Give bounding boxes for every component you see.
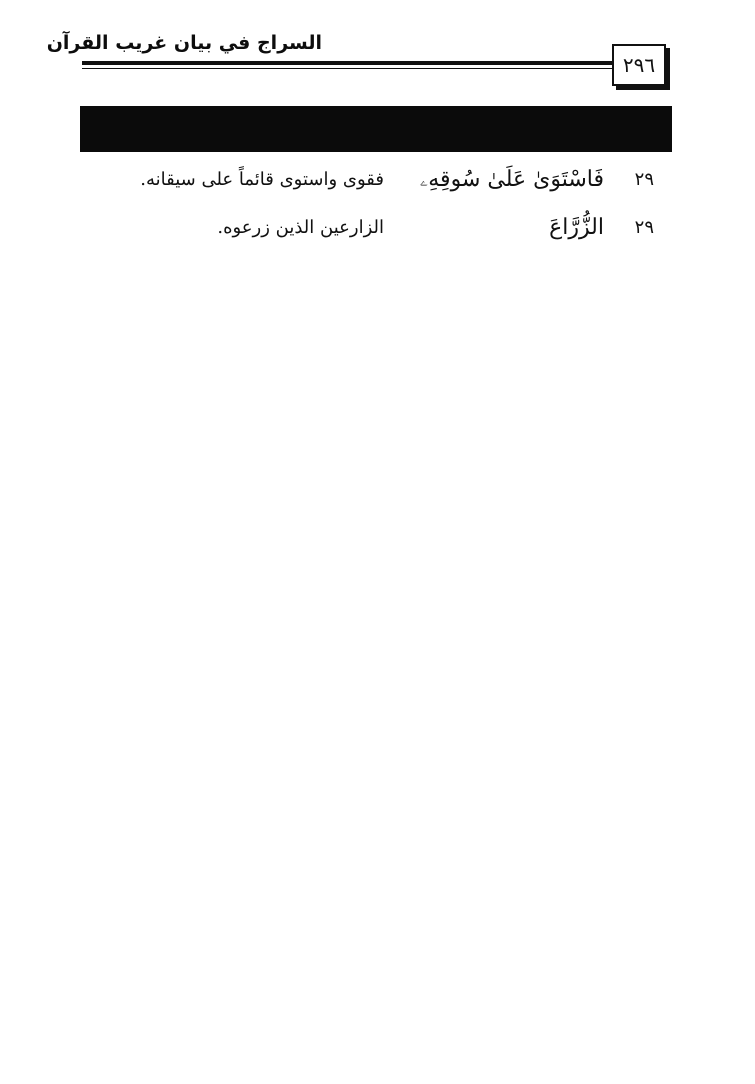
glossary-row <box>80 160 672 200</box>
quranic-word: فَاسْتَوَىٰ عَلَىٰ سُوقِهِۦ <box>419 167 604 192</box>
verse-number: ٢٩ <box>634 217 654 238</box>
header-rule-thin <box>82 68 612 69</box>
surah-header-band <box>80 106 672 152</box>
quranic-word: الزُّرَّاعَ <box>549 215 604 240</box>
verse-number: ٢٩ <box>634 169 654 190</box>
page-number: ٢٩٦ <box>622 53 656 77</box>
word-meaning: فقوى واستوى قائماً على سيقانه. <box>140 169 384 190</box>
book-title: السراج في بيان غريب القرآن <box>46 32 322 54</box>
header-rule-thick <box>82 61 612 65</box>
word-meaning: الزارعين الذين زرعوه. <box>217 217 384 238</box>
page-number-box <box>612 44 666 86</box>
glossary-row <box>80 208 672 248</box>
